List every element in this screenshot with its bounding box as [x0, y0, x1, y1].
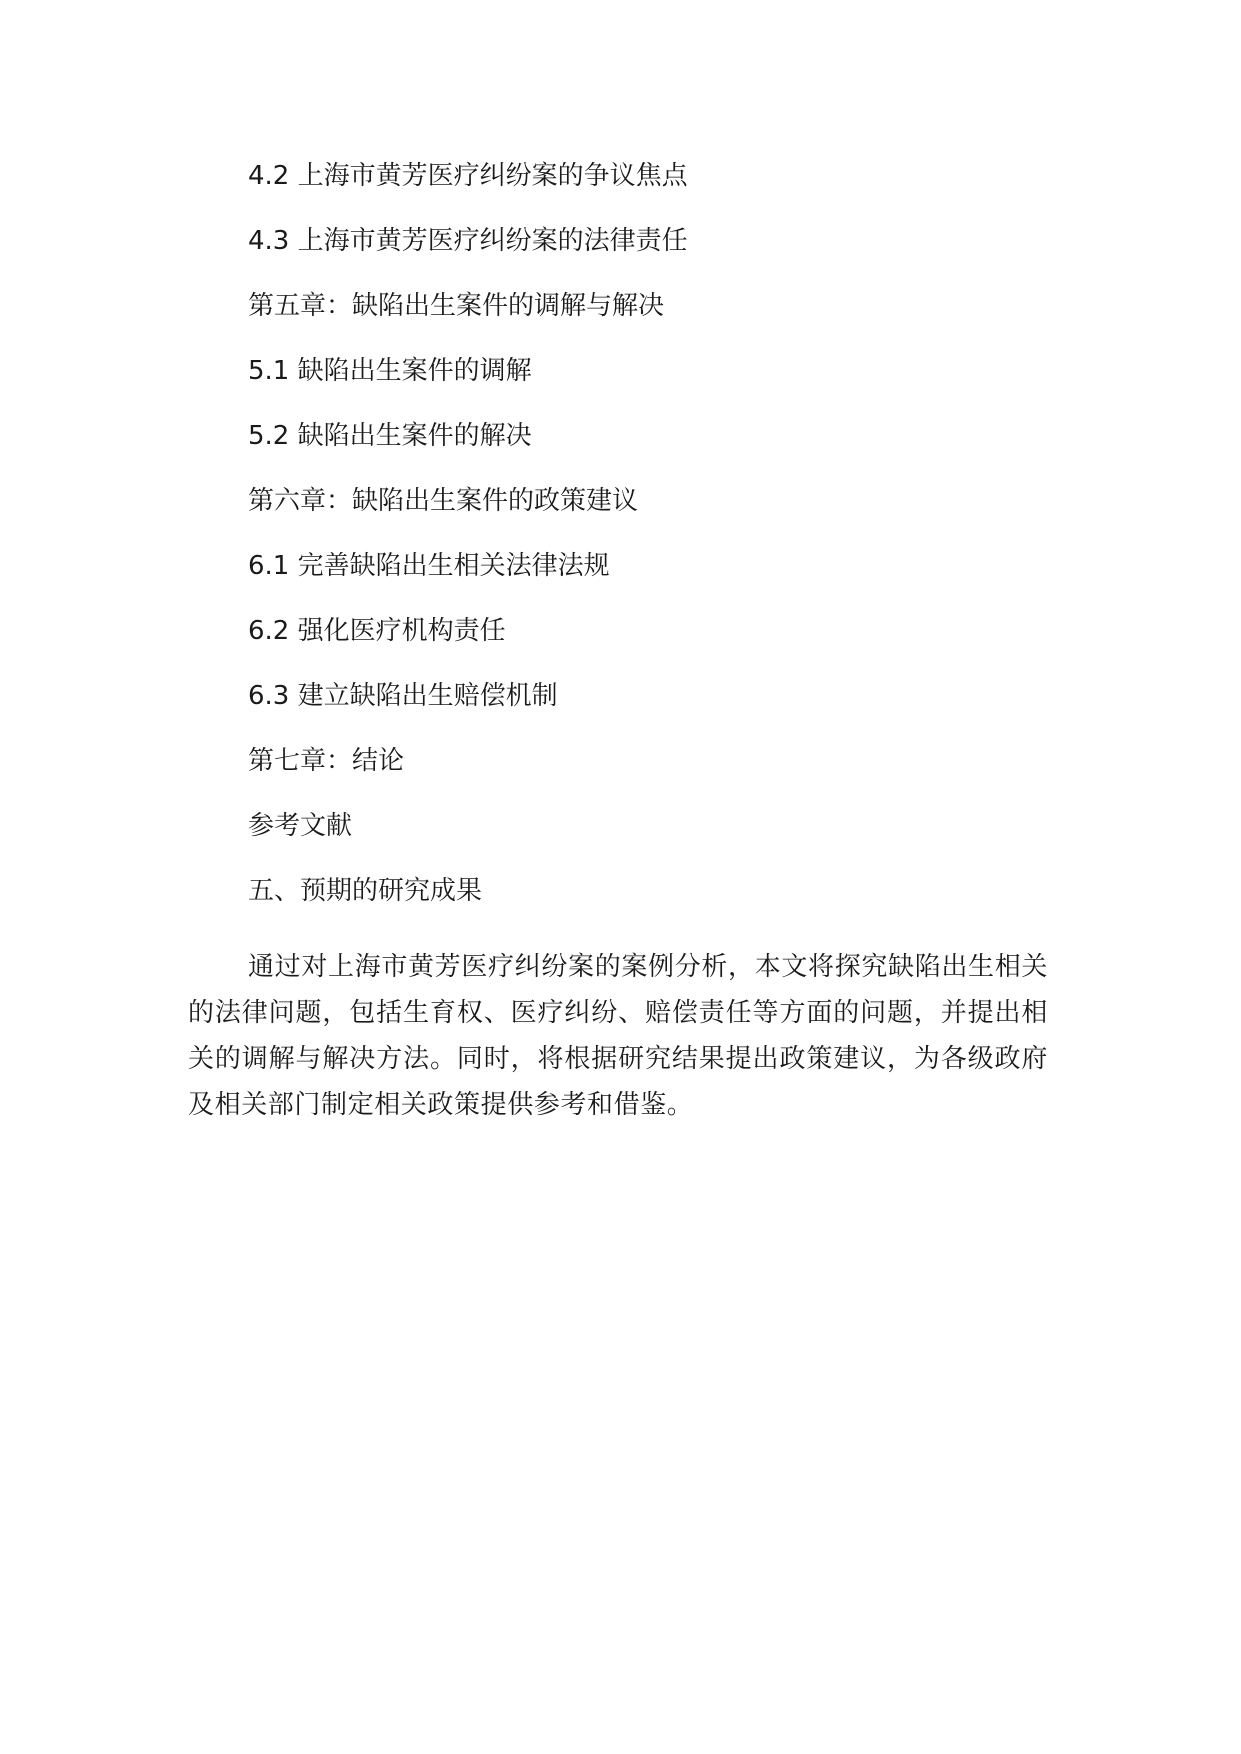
toc-line-4-2: 4.2 上海市黄芳医疗纠纷案的争议焦点 — [248, 161, 688, 191]
body-paragraph: 通过对上海市黄芳医疗纠纷案的案例分析，本文将探究缺陷出生相关的法律问题，包括生育权、医疗纠纷、赔偿责任等方面的问题，并提出相关的调解与解决方法。同时，将根据研究结果提出政策建议，为各级政府及相关部门制定相关政策提供参考和借鉴。 — [188, 952, 1048, 1120]
toc-chapter-6: 第六章：缺陷出生案件的政策建议 — [248, 486, 639, 516]
toc-line-5-1: 5.1 缺陷出生案件的调解 — [248, 356, 532, 386]
section-heading-expected-results: 五、预期的研究成果 — [248, 876, 483, 906]
toc-chapter-7: 第七章：结论 — [248, 746, 405, 776]
toc-line-6-3: 6.3 建立缺陷出生赔偿机制 — [248, 681, 558, 711]
toc-line-6-2: 6.2 强化医疗机构责任 — [248, 616, 506, 646]
toc-chapter-5: 第五章：缺陷出生案件的调解与解决 — [248, 291, 665, 321]
toc-line-6-1: 6.1 完善缺陷出生相关法律法规 — [248, 551, 610, 581]
toc-references: 参考文献 — [248, 811, 353, 841]
toc-line-5-2: 5.2 缺陷出生案件的解决 — [248, 421, 532, 451]
toc-line-4-3: 4.3 上海市黄芳医疗纠纷案的法律责任 — [248, 226, 688, 256]
